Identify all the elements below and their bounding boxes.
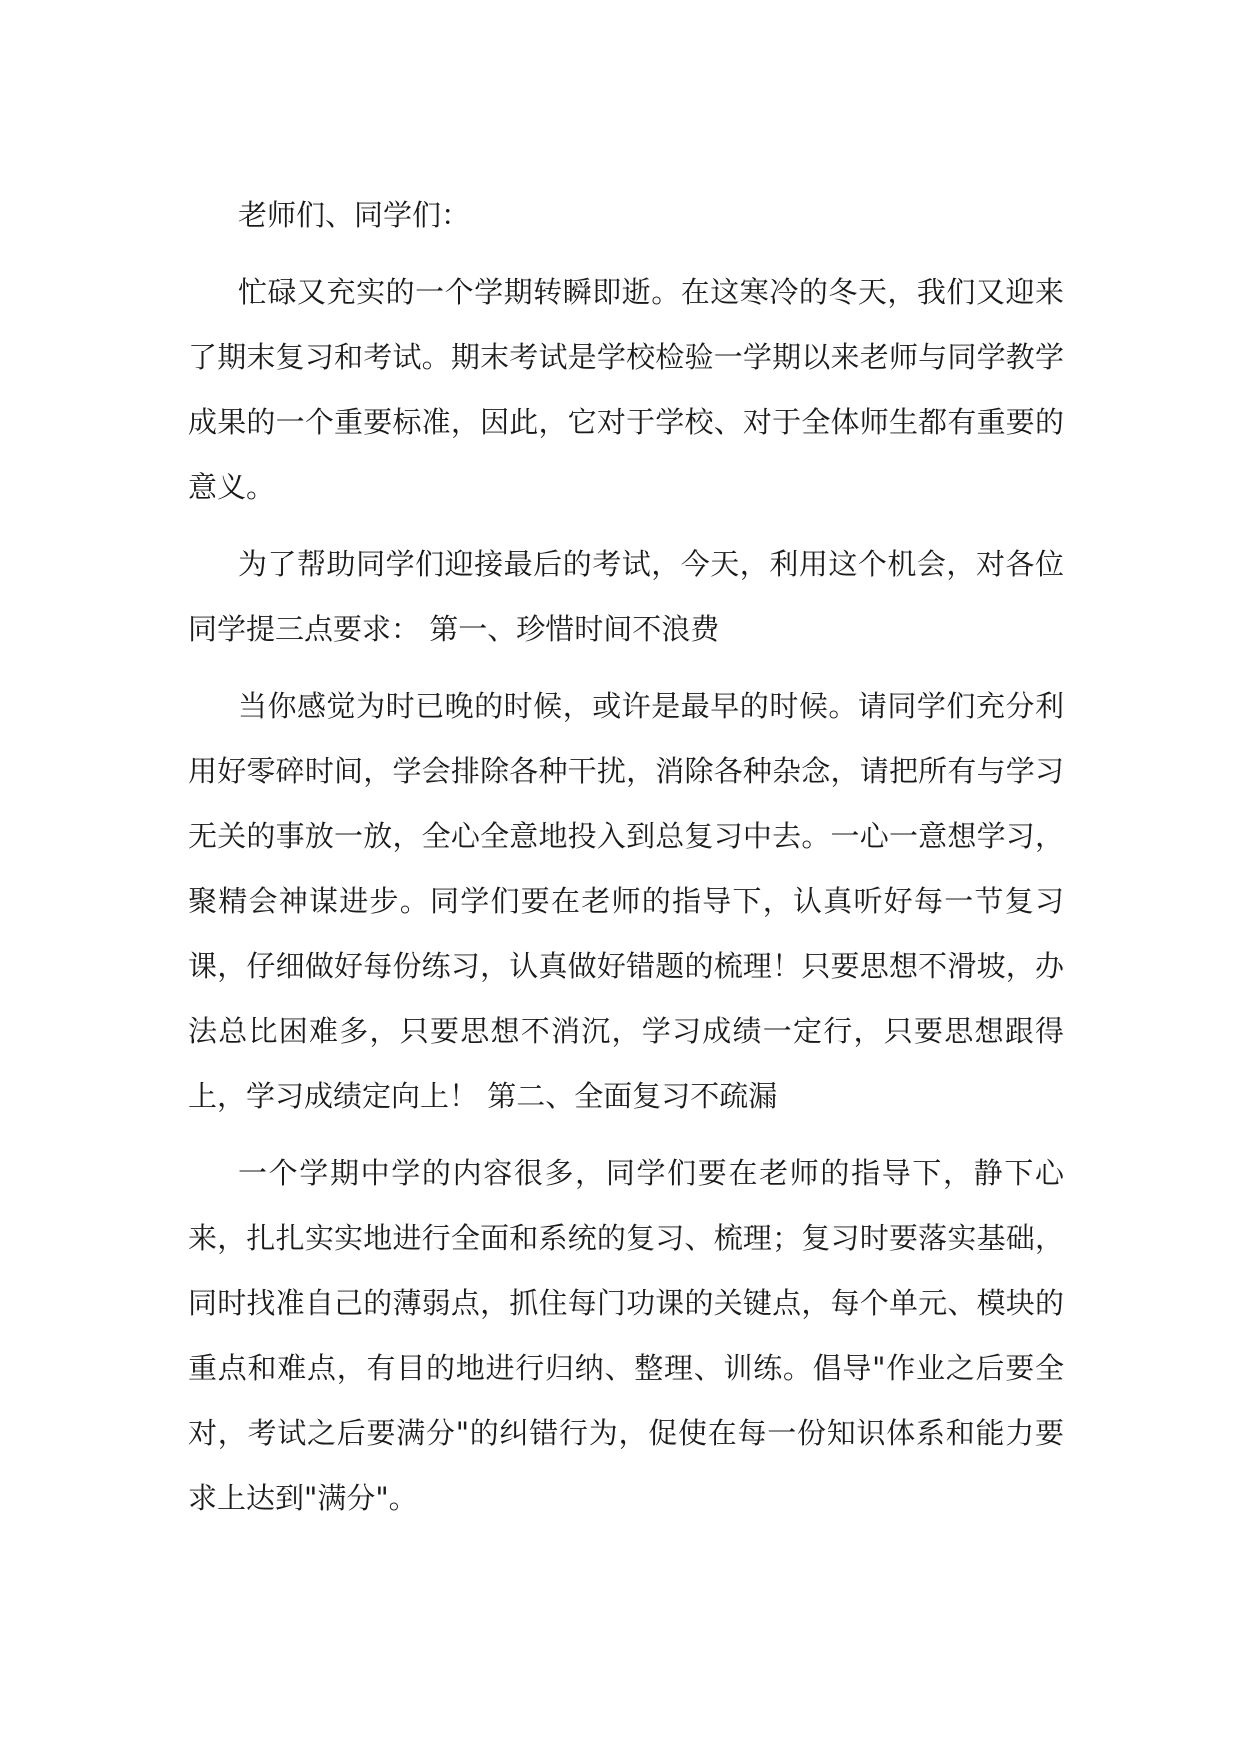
paragraph-review: 一个学期中学的内容很多，同学们要在老师的指导下，静下心来，扎扎实实地进行全面和系统的复习、梳理；复习时要落实基础，同时找准自己的薄弱点，抓住每门功课的关键点，每个单元、模块的重点和难点，有目的地进行归纳、整理、训练。倡导"作业之后要全对，考试之后要满分"的纠错行为，促使在每一份知识体系和能力要求上达到"满分"。 — [188, 1156, 1064, 1515]
paragraph-requirements: 为了帮助同学们迎接最后的考试，今天，利用这个机会，对各位同学提三点要求： 第一、珍惜时间不浪费 — [188, 547, 1064, 646]
salutation: 老师们、同学们： — [238, 198, 471, 232]
paragraph-time: 当你感觉为时已晚的时候，或许是最早的时候。请同学们充分利用好零碎时间，学会排除各种干扰，消除各种杂念，请把所有与学习无关的事放一放，全心全意地投入到总复习中去。一心一意想学习，聚精会神谋进步。同学们要在老师的指导下，认真听好每一节复习课，仔细做好每份练习，认真做好错题的梳理！只要思想不滑坡，办法总比困难多，只要思想不消沉，学习成绩一定行，只要思想跟得上，学习成绩定向上！ 第二、全面复习不疏漏 — [188, 689, 1064, 1113]
document-body — [188, 183, 1064, 1543]
paragraph-intro: 忙碌又充实的一个学期转瞬即逝。在这寒冷的冬天，我们又迎来了期末复习和考试。期末考试是学校检验一学期以来老师与同学教学成果的一个重要标准，因此，它对于学校、对于全体师生都有重要的意义。 — [188, 275, 1064, 504]
